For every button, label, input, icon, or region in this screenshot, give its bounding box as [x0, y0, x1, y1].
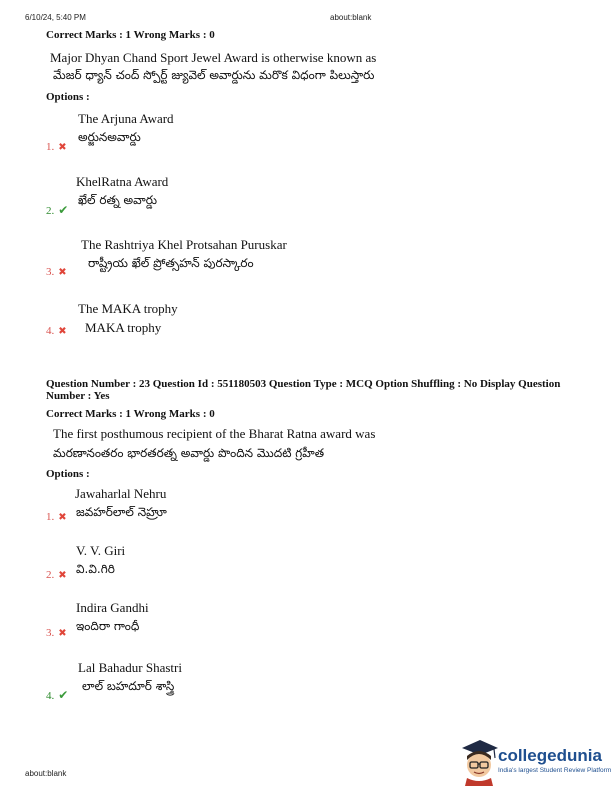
q1-option-1-en: The Arjuna Award: [78, 111, 174, 126]
q2-option-3-en: Indira Gandhi: [76, 600, 149, 615]
q1-text-en: Major Dhyan Chand Sport Jewel Award is otherwise known as: [50, 50, 377, 65]
q2-option-2-te: వి.వి.గిరి: [76, 562, 115, 576]
q1-options-label: Options :: [46, 91, 90, 103]
q2-option-4-number: 4. ✔: [46, 688, 69, 702]
print-url: about:blank: [330, 13, 372, 22]
q2-option-4-en: Lal Bahadur Shastri: [78, 660, 182, 675]
q2-text-en: The first posthumous recipient of the Bharat Ratna award was: [53, 426, 376, 441]
q1-marks: Correct Marks : 1 Wrong Marks : 0: [46, 29, 215, 41]
q1-option-3-en: The Rashtriya Khel Protsahan Puruskar: [81, 237, 287, 252]
cross-icon: ✖: [58, 267, 67, 278]
q1-option-2-en: KhelRatna Award: [76, 174, 169, 189]
check-icon: ✔: [58, 688, 69, 702]
q2-option-4-te: లాల్ బహదూర్ శాస్త్రి: [82, 679, 175, 693]
cross-icon: ✖: [58, 570, 67, 581]
q2-options-label: Options :: [46, 468, 90, 480]
logo-name: collegedunia: [498, 746, 602, 765]
q1-option-4-en: The MAKA trophy: [78, 301, 178, 316]
logo-tagline: India's largest Student Review Platform: [498, 767, 612, 774]
check-icon: ✔: [58, 203, 69, 217]
cross-icon: ✖: [58, 142, 67, 153]
q1-option-4-te: MAKA trophy: [85, 320, 162, 335]
q1-option-1-number: 1. ✖: [46, 141, 67, 153]
cross-icon: ✖: [58, 326, 67, 337]
q2-meta: Question Number : 23 Question Id : 551180503 Question Type : MCQ Option Shuffling : No Display Question Number : Yes: [46, 378, 561, 402]
q1-option-2-te: ఖేల్ రత్న అవార్డు: [78, 193, 157, 207]
q2-text-te: మరణానంతరం భారతరత్న అవార్డు పొందిన మొదటి గ్రహీత: [53, 446, 325, 460]
q2-option-1-en: Jawaharlal Nehru: [75, 486, 167, 501]
q2-option-1-te: జవహర్‌లాల్ నెహ్రూ: [76, 505, 167, 519]
q2-option-3-te: ఇందిరా గాంధీ: [76, 619, 140, 633]
cross-icon: ✖: [58, 628, 67, 639]
q1-option-2-number: 2. ✔: [46, 203, 69, 217]
q1-option-3-te: రాష్ట్రీయ ఖేల్ ప్రోత్సహన్ పురస్కారం: [88, 256, 254, 270]
collegedunia-logo: [458, 738, 612, 786]
q1-option-3-number: 3. ✖: [46, 266, 67, 278]
print-footer-url: about:blank: [25, 769, 67, 778]
q1-option-1-te: అర్జునఅవార్డు: [78, 130, 141, 144]
q2-option-2-number: 2. ✖: [46, 569, 67, 581]
q2-marks: Correct Marks : 1 Wrong Marks : 0: [46, 408, 215, 420]
q2-option-2-en: V. V. Giri: [76, 543, 126, 558]
q1-option-4-number: 4. ✖: [46, 325, 67, 337]
student-mascot-icon: [458, 738, 498, 786]
q1-text-te: మేజర్ ధ్యాన్ చంద్ స్పోర్ట్ జ్యువెల్ అవార్డును మరొక విధంగా పిలుస్తారు: [53, 68, 375, 82]
q2-option-3-number: 3. ✖: [46, 627, 67, 639]
cross-icon: ✖: [58, 512, 67, 523]
print-datetime: 6/10/24, 5:40 PM: [25, 13, 86, 22]
q2-option-1-number: 1. ✖: [46, 511, 67, 523]
